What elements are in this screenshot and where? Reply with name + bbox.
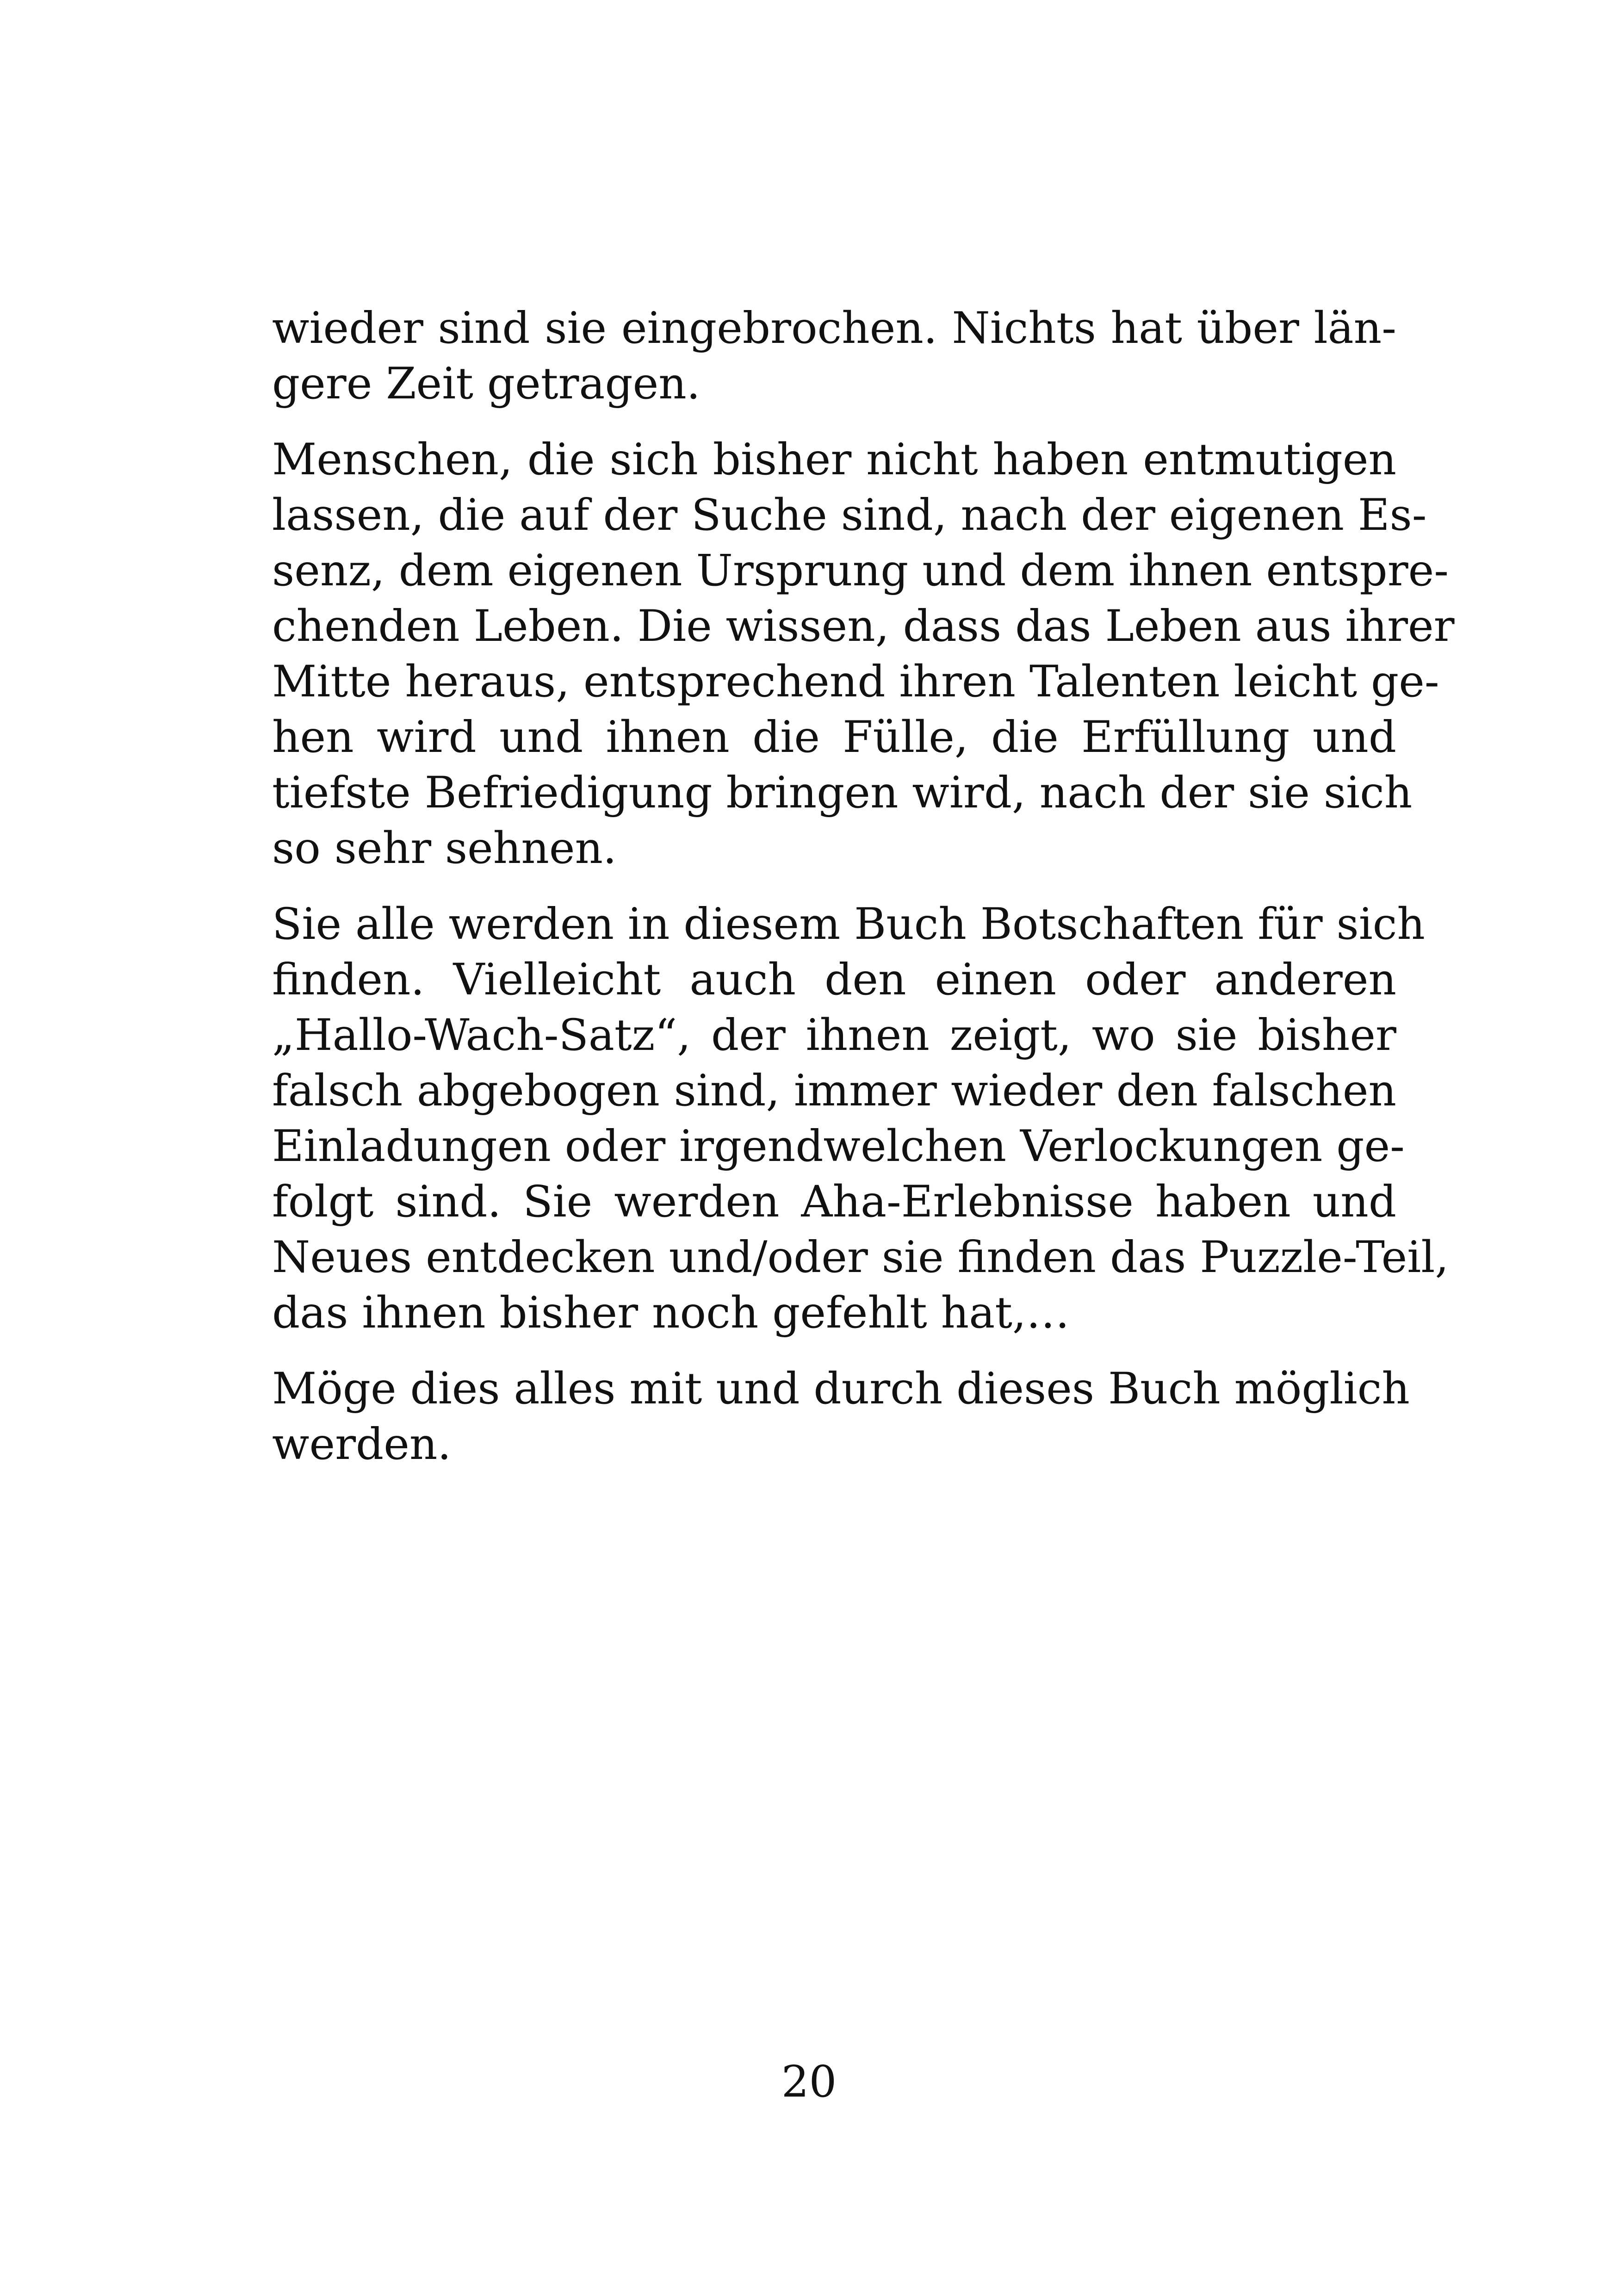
paragraph-1 [272,301,1396,412]
text-line: finden. Vielleicht auch den einen oder anderen [272,955,1396,1005]
text-line: folgt sind. Sie werden Aha-Erlebnisse haben und [272,1177,1396,1227]
text-line: Mitte heraus, entsprechend ihren Talenten leicht ge- [272,657,1439,707]
text-line: falsch abgebogen sind, immer wieder den falschen [272,1066,1396,1116]
text-line: Einladungen oder irgendwelchen Verlockungen ge- [272,1121,1405,1172]
text-line: so sehr sehnen. [272,823,617,874]
text-line: senz, dem eigenen Ursprung und dem ihnen entspre- [272,546,1449,596]
text-line: werden. [272,1419,452,1470]
text-line: hen wird und ihnen die Fülle, die Erfüllung und [272,712,1396,763]
paragraph-4 [272,1361,1410,1472]
paragraph-3 [272,897,1449,1341]
text-line: gere Zeit getragen. [272,359,701,409]
text-line: tiefste Befriedigung bringen wird, nach der sie sich [272,768,1413,818]
paragraph-2 [272,432,1455,876]
text-line: Neues entdecken und/oder sie finden das Puzzle-Teil, [272,1232,1449,1283]
text-line: das ihnen bisher noch gefehlt hat,… [272,1288,1070,1338]
text-line: „Hallo-Wach-Satz“, der ihnen zeigt, wo sie bisher [272,1010,1396,1061]
text-line: Möge dies alles mit und durch dieses Buch möglich [272,1364,1410,1414]
text-line: lassen, die auf der Suche sind, nach der eigenen Es- [272,490,1427,540]
page-number: 20 [781,2057,837,2107]
text-line: Menschen, die sich bisher nicht haben entmutigen [272,434,1396,485]
text-line: chenden Leben. Die wissen, dass das Leben aus ihrer [272,601,1455,652]
text-line: Sie alle werden in diesem Buch Botschaften für sich [272,899,1425,949]
body-text [272,301,1455,1493]
text-line: wieder sind sie eingebrochen. Nichts hat über län- [272,303,1396,354]
